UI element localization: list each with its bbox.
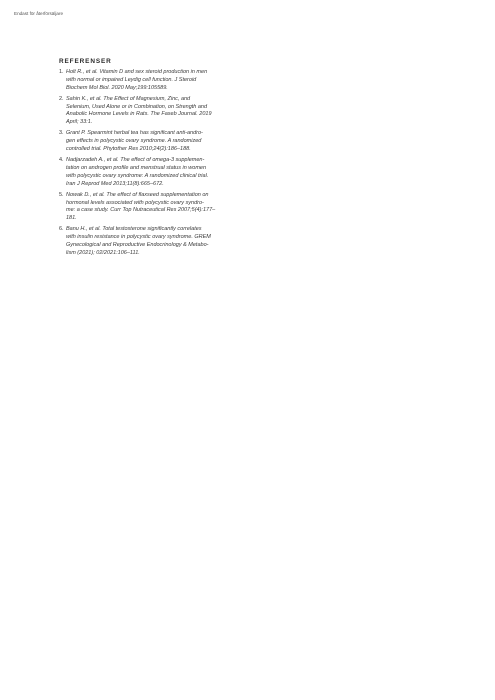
reference-item-4 (59, 157, 247, 188)
reference-text (66, 192, 247, 223)
reference-text (66, 96, 247, 127)
reference-line: Grant P. Spearmint herbal tea has significant anti-andro- (66, 130, 203, 137)
reference-number: 3. (59, 130, 64, 137)
reference-line: with normal or impaired Leydig cell function. J Steroid (66, 76, 197, 83)
reference-number: 4. (59, 157, 64, 164)
reference-line: Banu H., et al. Total testosterone significantly correlates (66, 226, 202, 233)
reference-line: gen effects in polycystic ovary syndrome. A randomized (66, 138, 202, 145)
references-heading: REFERENSER (59, 58, 112, 65)
references-section (59, 58, 247, 261)
reference-line: Nadjarzadeh A., et al. The effect of omega-3 supplemen- (66, 157, 205, 164)
reference-number: 5. (59, 191, 64, 198)
reference-line: controlled trial. Phytother Res 2010;24(2):186–188. (66, 145, 191, 152)
reference-item-5 (59, 192, 247, 223)
reference-line: Sahin K., et al. The Effect of Magnesium, Zinc, and (66, 95, 191, 102)
reference-line: tation on androgen profile and menstrual status in women (66, 164, 207, 171)
reference-line: April; 33:1. (66, 119, 93, 126)
reference-line: with polycystic ovary syndrome: A randomized clinical trial. (66, 172, 209, 179)
reference-line: 181. (66, 215, 77, 222)
reference-line: Iran J Reprod Med 2013;11(8):665–672. (66, 180, 164, 187)
reference-number: 6. (59, 226, 64, 233)
references-list (59, 69, 247, 257)
reference-line: me: a case study. Curr Top Nutraceutical Res 2007;5(4):177– (66, 207, 216, 214)
reference-text (66, 157, 247, 188)
reference-line: with insulin resistance in polycystic ovary syndrome. GREM (66, 234, 211, 241)
reference-item-1 (59, 69, 247, 92)
reference-item-6 (59, 226, 247, 257)
reference-line: Gynecological and Reproductive Endocrinology & Metabo- (66, 241, 209, 248)
reference-text (66, 130, 247, 153)
reference-line: lism (2021); 02/2021:106–111. (66, 249, 140, 256)
reference-line: Nowak D., et al. The effect of flaxseed supplementation on (66, 191, 209, 198)
reference-line: hormonal levels associated with polycystic ovary syndro- (66, 199, 204, 206)
reference-text (66, 226, 247, 257)
reference-line: Selenium, Used Alone or in Combination, on Strength and (66, 103, 208, 110)
reference-text (66, 69, 247, 92)
reference-number: 1. (59, 69, 64, 75)
reference-line: Holt R., et al. Vitamin D and sex steroid production in men (66, 69, 208, 75)
reference-item-3 (59, 130, 247, 153)
reference-line: Biochem Mol Biol. 2020 May;199:105589. (66, 84, 168, 91)
reference-item-2 (59, 96, 247, 127)
reseller-only-note: Endast för återförsäljare (14, 11, 64, 16)
reference-number: 2. (59, 95, 64, 102)
reference-line: Anabolic Hormone Levels in Rats. The Faseb Journal. 2019 (66, 111, 212, 118)
